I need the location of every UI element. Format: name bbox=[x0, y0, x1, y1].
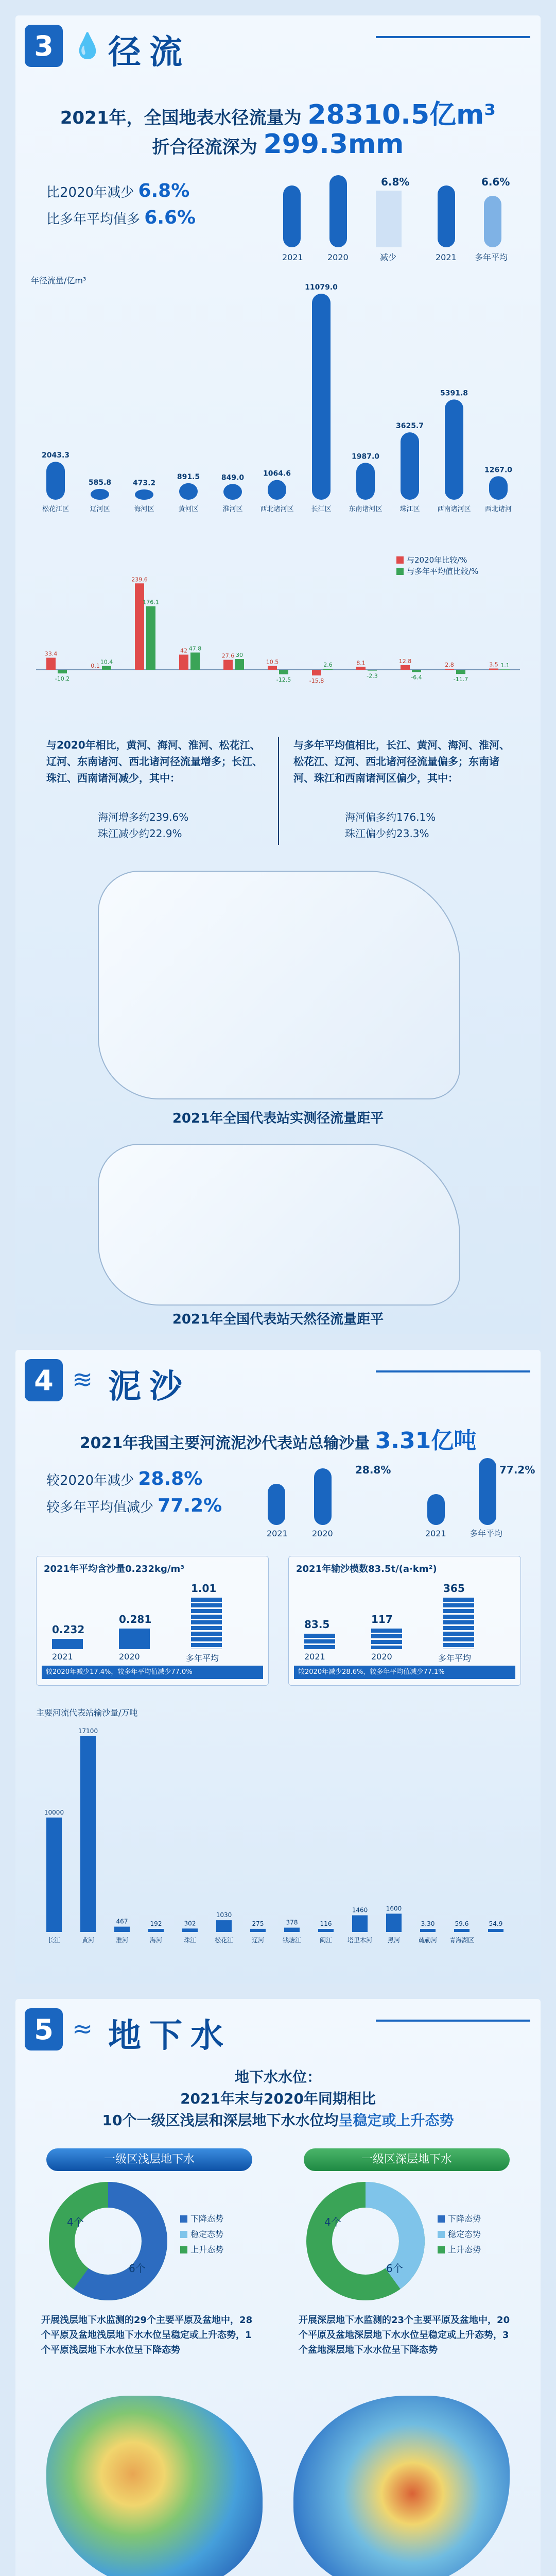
pct-value-label: 42 bbox=[180, 647, 187, 654]
runoff-note-left bbox=[98, 809, 252, 842]
mini-bar bbox=[283, 185, 301, 247]
mini-axis-label: 2021 bbox=[436, 252, 457, 262]
legend-label: 上升态势 bbox=[448, 2245, 481, 2255]
basin-bar bbox=[179, 483, 198, 500]
mini-axis-label: 多年平均 bbox=[475, 252, 508, 262]
pct-value-label: 12.8 bbox=[398, 658, 412, 665]
gw-head-3 bbox=[15, 2109, 541, 2130]
pct-bar bbox=[235, 659, 244, 670]
runoff-mini-chart bbox=[273, 170, 515, 263]
legend-label: 与2020年比较/% bbox=[407, 555, 467, 565]
mini-axis-label: 2021 bbox=[267, 1529, 288, 1538]
pct-value-label: -2.3 bbox=[367, 672, 378, 680]
mini-bar bbox=[314, 1468, 332, 1525]
donut-title-shallow: 一级区浅层地下水 bbox=[46, 2148, 252, 2171]
mini-bar bbox=[484, 196, 501, 247]
panel-title: 2021年输沙模数83.5t/(a·km²) bbox=[296, 1564, 437, 1574]
pct-value-label: -12.5 bbox=[276, 676, 291, 683]
runoff-headline-1 bbox=[15, 93, 541, 131]
basin-bar bbox=[356, 463, 375, 500]
river-bar bbox=[148, 1929, 164, 1932]
pct-bar bbox=[58, 670, 67, 673]
gw-text-shallow: 开展浅层地下水监测的29个主要平原及盆地中，28个平原及盆地浅层地下水水位呈稳定或上升态势，1个平原浅层地下水水位呈下降态势 bbox=[41, 2315, 253, 2355]
stat-bar bbox=[304, 1634, 335, 1649]
legend-swatch bbox=[180, 2231, 187, 2238]
note-line: 珠江偏少约23.3% bbox=[345, 827, 429, 840]
basin-runoff-chart bbox=[26, 273, 530, 551]
basin-value-label: 3625.7 bbox=[395, 422, 424, 431]
river-name-label: 松花江 bbox=[214, 1937, 234, 1944]
mini-axis-label: 2020 bbox=[327, 252, 349, 262]
runoff-compare-avg bbox=[46, 207, 196, 228]
note-line: 海河增多约239.6% bbox=[98, 811, 189, 823]
river-bar bbox=[80, 1736, 96, 1932]
pct-value-label: -10.2 bbox=[55, 675, 70, 683]
pct-bar bbox=[146, 606, 155, 670]
stat-bar bbox=[52, 1639, 83, 1649]
mini-pct-label: 28.8% bbox=[355, 1464, 391, 1476]
pct-bar bbox=[412, 670, 421, 672]
stat-value: 0.232 bbox=[52, 1623, 85, 1636]
pct-bar bbox=[368, 670, 377, 671]
river-name-label: 长江 bbox=[47, 1937, 61, 1944]
donut-count: 6个 bbox=[129, 2262, 146, 2275]
groundwater-icon: ≈ bbox=[72, 2014, 93, 2043]
section-title: 地下水 bbox=[108, 2017, 232, 2055]
chart-ylabel: 年径流量/亿m³ bbox=[31, 276, 86, 285]
pct-bar bbox=[102, 666, 111, 670]
pct-value-label: 2.8 bbox=[445, 662, 454, 669]
river-name-label: 闽江 bbox=[319, 1937, 333, 1944]
donut-count: 4个 bbox=[67, 2216, 84, 2228]
river-name-label: 黄河 bbox=[81, 1937, 95, 1944]
pct-value-label: 33.4 bbox=[44, 650, 58, 657]
pct-value-label: 1.1 bbox=[500, 662, 510, 669]
chart-ylabel: 主要河流代表站输沙量/万吨 bbox=[36, 1708, 138, 1718]
basin-value-label: 1987.0 bbox=[351, 452, 380, 461]
river-value-label: 3.30 bbox=[421, 1920, 435, 1927]
basin-bar bbox=[312, 294, 331, 500]
runoff-text-left: 与2020年相比，黄河、海河、淮河、松花江、辽河、东南诸河、西北诸河径流量增多；长江、珠江、西南诸河减少，其中： bbox=[46, 739, 263, 784]
headline-emphasis: 呈稳定或上升态势 bbox=[338, 2112, 454, 2129]
liaohe-map-b bbox=[293, 2396, 510, 2576]
river-value-label: 59.6 bbox=[455, 1920, 469, 1927]
legend-swatch bbox=[396, 568, 404, 575]
stat-bar bbox=[371, 1629, 402, 1649]
pct-bar bbox=[500, 669, 510, 670]
basin-name-label: 松花江区 bbox=[42, 505, 70, 513]
title-divider bbox=[376, 1370, 530, 1372]
river-value-label: 1030 bbox=[216, 1911, 232, 1919]
compare-text: 比2020年减少 bbox=[46, 185, 134, 200]
basin-bar bbox=[135, 489, 153, 500]
sediment-modulus-panel bbox=[288, 1556, 521, 1686]
basin-value-label: 11079.0 bbox=[305, 283, 338, 292]
legend-swatch bbox=[180, 2246, 187, 2253]
river-bar bbox=[318, 1929, 334, 1932]
river-bar bbox=[182, 1928, 198, 1932]
river-bar bbox=[250, 1929, 266, 1932]
river-bar bbox=[46, 1818, 62, 1932]
basin-bar bbox=[91, 489, 109, 500]
headline-number: 299.3mm bbox=[263, 129, 404, 160]
compare-number: 6.6% bbox=[144, 207, 196, 228]
headline-text: 折合径流深为 bbox=[152, 137, 257, 158]
pct-bar bbox=[268, 666, 277, 670]
basin-name-label: 珠江区 bbox=[399, 505, 420, 513]
mini-pct-label: 77.2% bbox=[499, 1464, 535, 1476]
china-map-natural bbox=[98, 1144, 460, 1306]
pct-value-label: 0.1 bbox=[91, 662, 100, 669]
stat-label: 多年平均 bbox=[186, 1653, 219, 1663]
pct-bar bbox=[312, 670, 321, 675]
legend-swatch bbox=[180, 2215, 187, 2223]
stat-bar bbox=[191, 1598, 222, 1649]
pct-bar bbox=[356, 667, 366, 670]
pct-value-label: 27.6 bbox=[221, 652, 235, 659]
sediment-icon: ≋ bbox=[72, 1365, 93, 1394]
basin-bar bbox=[223, 484, 242, 500]
stat-value: 365 bbox=[443, 1582, 465, 1595]
pct-bar bbox=[46, 658, 56, 670]
mini-pct-label: 6.8% bbox=[381, 176, 410, 188]
runoff-note-right bbox=[345, 809, 499, 842]
mini-bar bbox=[329, 175, 347, 247]
pct-bar bbox=[489, 669, 498, 670]
basin-bar bbox=[445, 399, 463, 500]
basin-name-label: 海河区 bbox=[134, 505, 154, 513]
china-map-measured bbox=[98, 871, 460, 1099]
compare-text: 较多年平均值减少 bbox=[46, 1500, 154, 1515]
river-value-label: 378 bbox=[286, 1919, 298, 1926]
legend-swatch bbox=[396, 556, 404, 564]
stat-label: 2020 bbox=[371, 1652, 392, 1662]
mini-bar bbox=[479, 1458, 496, 1525]
mini-axis-label: 2021 bbox=[282, 252, 303, 262]
pct-bar bbox=[179, 655, 188, 670]
pct-bar bbox=[190, 653, 200, 670]
mini-axis-label: 减少 bbox=[380, 252, 397, 262]
title-divider bbox=[376, 36, 530, 38]
basin-name-label: 辽河区 bbox=[90, 505, 110, 513]
basin-name-label: 西北诸河区 bbox=[260, 505, 294, 513]
map-caption: 2021年全国代表站天然径流量距平 bbox=[172, 1312, 384, 1327]
section-number-badge: 4 bbox=[25, 1359, 63, 1401]
river-value-label: 116 bbox=[320, 1920, 332, 1927]
compare-text: 比多年平均值多 bbox=[46, 212, 141, 227]
stat-label: 2021 bbox=[52, 1652, 73, 1662]
legend-swatch bbox=[438, 2246, 445, 2253]
river-bar bbox=[420, 1929, 436, 1932]
legend-label: 上升态势 bbox=[190, 2245, 224, 2255]
river-bar bbox=[488, 1929, 503, 1932]
headline-number: 3.31亿吨 bbox=[375, 1428, 477, 1454]
river-name-label: 黑河 bbox=[387, 1937, 401, 1944]
donut-title-deep: 一级区深层地下水 bbox=[304, 2148, 510, 2171]
note-line: 珠江减少约22.9% bbox=[98, 827, 182, 840]
title-divider bbox=[376, 2020, 530, 2022]
river-sediment-chart bbox=[31, 1705, 525, 1963]
basin-name-label: 黄河区 bbox=[178, 505, 199, 513]
pct-bar bbox=[323, 669, 333, 670]
runoff-section bbox=[15, 15, 541, 1334]
pct-value-label: 3.5 bbox=[489, 661, 498, 668]
text-divider bbox=[278, 737, 279, 845]
pct-value-label: 176.1 bbox=[143, 599, 159, 606]
mini-axis-label: 2021 bbox=[425, 1529, 446, 1538]
river-value-label: 54.9 bbox=[489, 1920, 503, 1927]
legend-swatch bbox=[438, 2215, 445, 2223]
compare-number: 77.2% bbox=[158, 1495, 222, 1516]
note-line: 海河偏多约176.1% bbox=[345, 811, 436, 823]
panel-title: 2021年平均含沙量0.232kg/m³ bbox=[44, 1564, 185, 1574]
sediment-section bbox=[15, 1350, 541, 1984]
river-name-label: 海河 bbox=[149, 1937, 163, 1944]
basin-name-label: 淮河区 bbox=[222, 505, 243, 513]
stat-value: 1.01 bbox=[191, 1582, 217, 1595]
sediment-mini-chart bbox=[257, 1453, 535, 1540]
river-value-label: 10000 bbox=[44, 1808, 64, 1816]
basin-value-label: 1064.6 bbox=[263, 469, 291, 478]
donut-chart-deep bbox=[304, 2179, 520, 2303]
river-value-label: 192 bbox=[150, 1920, 162, 1927]
sediment-headline bbox=[15, 1422, 541, 1455]
stat-label: 2021 bbox=[304, 1652, 325, 1662]
river-value-label: 275 bbox=[252, 1920, 264, 1927]
river-name-label: 淮河 bbox=[115, 1937, 129, 1944]
legend-swatch bbox=[438, 2231, 445, 2238]
compare-number: 6.8% bbox=[138, 180, 190, 201]
river-value-label: 1460 bbox=[352, 1906, 368, 1914]
pct-value-label: 2.6 bbox=[323, 662, 333, 669]
river-name-label: 疏勒河 bbox=[418, 1937, 438, 1944]
stat-bar bbox=[443, 1598, 474, 1649]
basin-bar bbox=[46, 462, 65, 500]
mini-bar bbox=[427, 1494, 445, 1525]
mini-axis-label: 2020 bbox=[312, 1529, 333, 1538]
basin-value-label: 1267.0 bbox=[484, 466, 513, 474]
pct-bar bbox=[279, 670, 288, 674]
mini-bar bbox=[438, 185, 455, 247]
basin-value-label: 5391.8 bbox=[440, 389, 468, 398]
headline-text: 10个一级区浅层和深层地下水水位均 bbox=[102, 2112, 339, 2129]
liaohe-map-a bbox=[46, 2396, 263, 2576]
stat-value: 117 bbox=[371, 1613, 393, 1625]
basin-value-label: 585.8 bbox=[88, 478, 112, 487]
section-title: 泥沙 bbox=[108, 1368, 190, 1406]
legend-label: 稳定态势 bbox=[448, 2229, 481, 2239]
basin-name-label: 东南诸河区 bbox=[349, 505, 383, 513]
sediment-compare-avg bbox=[46, 1495, 222, 1516]
river-bar bbox=[114, 1927, 130, 1932]
sediment-concentration-panel bbox=[36, 1556, 269, 1686]
basin-name-label: 西南诸河区 bbox=[437, 505, 471, 513]
pct-value-label: 8.1 bbox=[356, 659, 366, 667]
pct-value-label: 30 bbox=[236, 652, 243, 658]
river-bar bbox=[352, 1916, 368, 1932]
runoff-headline-2 bbox=[15, 129, 541, 160]
mini-pct-label: 6.6% bbox=[481, 176, 510, 188]
runoff-text-right: 与多年平均值相比，长江、黄河、海河、淮河、松花江、辽河、西北诸河径流量偏多；东南诸河、珠江和西南诸河区偏少，其中： bbox=[293, 739, 510, 784]
basin-value-label: 2043.3 bbox=[41, 451, 70, 460]
river-value-label: 302 bbox=[184, 1920, 196, 1927]
compare-text: 较2020年减少 bbox=[46, 1473, 134, 1488]
river-name-label: 珠江 bbox=[183, 1937, 197, 1944]
water-drop-icon: 💧 bbox=[72, 31, 103, 60]
basin-pct-chart bbox=[26, 551, 530, 726]
basin-value-label: 849.0 bbox=[221, 473, 245, 482]
pct-value-label: -11.7 bbox=[453, 676, 468, 683]
pct-bar bbox=[456, 670, 465, 674]
donut-chart-shallow bbox=[46, 2179, 263, 2303]
river-bar bbox=[216, 1920, 232, 1932]
basin-bar bbox=[401, 432, 419, 500]
river-value-label: 467 bbox=[116, 1918, 128, 1925]
pct-value-label: -15.8 bbox=[309, 677, 324, 685]
river-bar bbox=[386, 1913, 402, 1932]
section-number-badge: 5 bbox=[25, 2008, 63, 2050]
runoff-compare-2020 bbox=[46, 180, 189, 201]
stat-label: 多年平均 bbox=[438, 1653, 472, 1663]
pct-bar bbox=[223, 660, 233, 670]
mini-reduce-shape bbox=[376, 191, 402, 247]
stat-value: 0.281 bbox=[119, 1613, 152, 1625]
stat-value: 83.5 bbox=[304, 1618, 330, 1631]
river-name-label: 辽河 bbox=[251, 1937, 265, 1944]
gw-text-deep: 开展深层地下水监测的23个主要平原及盆地中，20个平原及盆地深层地下水水位呈稳定或上升态势，3个盆地深层地下水水位呈下降态势 bbox=[299, 2315, 510, 2355]
basin-name-label: 西北诸河 bbox=[484, 505, 512, 513]
pct-value-label: -6.4 bbox=[411, 674, 422, 681]
river-name-label: 钱塘江 bbox=[282, 1937, 302, 1944]
legend-label: 下降态势 bbox=[190, 2214, 224, 2224]
donut-count: 6个 bbox=[386, 2262, 403, 2275]
pct-bar bbox=[401, 665, 410, 670]
pct-value-label: 47.8 bbox=[188, 645, 202, 652]
panel-note: 较2020年减少28.6%，较多年平均值减少77.1% bbox=[294, 1666, 515, 1679]
basin-value-label: 473.2 bbox=[132, 479, 156, 487]
section-number-badge: 3 bbox=[25, 25, 63, 67]
stat-bar bbox=[119, 1629, 150, 1649]
pct-bar bbox=[135, 583, 144, 670]
donut-count: 4个 bbox=[324, 2216, 341, 2228]
map-caption: 2021年全国代表站实测径流量距平 bbox=[172, 1111, 384, 1126]
panel-note: 较2020年减少17.4%，较多年平均值减少77.0% bbox=[42, 1666, 263, 1679]
basin-bar bbox=[489, 476, 508, 500]
pct-value-label: 10.5 bbox=[266, 658, 279, 666]
river-value-label: 17100 bbox=[78, 1727, 98, 1735]
pct-value-label: 10.4 bbox=[100, 658, 113, 666]
pct-value-label: 239.6 bbox=[131, 576, 148, 583]
river-value-label: 1600 bbox=[386, 1905, 402, 1912]
river-name-label: 青海湖区 bbox=[449, 1937, 475, 1944]
river-name-label: 塔里木河 bbox=[347, 1937, 373, 1944]
gw-head-2: 2021年末与2020年同期相比 bbox=[180, 2090, 376, 2107]
sediment-compare-2020 bbox=[46, 1468, 202, 1489]
headline-text: 2021年我国主要河流泥沙代表站总输沙量 bbox=[79, 1434, 370, 1452]
groundwater-section bbox=[15, 1999, 541, 2576]
gw-head-1: 地下水水位： bbox=[234, 2069, 321, 2086]
river-bar bbox=[284, 1928, 300, 1932]
mini-bar bbox=[268, 1484, 285, 1525]
river-bar bbox=[454, 1929, 470, 1932]
section-title: 径流 bbox=[108, 33, 190, 72]
mini-axis-label: 多年平均 bbox=[470, 1529, 503, 1538]
basin-name-label: 长江区 bbox=[311, 505, 332, 513]
headline-number: 28310.5亿m³ bbox=[307, 99, 496, 130]
compare-number: 28.8% bbox=[138, 1468, 203, 1489]
pct-bar bbox=[445, 669, 454, 670]
legend-label: 稳定态势 bbox=[190, 2229, 224, 2239]
stat-label: 2020 bbox=[119, 1652, 140, 1662]
basin-bar bbox=[268, 480, 286, 500]
headline-text: 2021年，全国地表水径流量为 bbox=[60, 108, 302, 128]
basin-value-label: 891.5 bbox=[177, 472, 200, 481]
legend-label: 下降态势 bbox=[448, 2214, 481, 2224]
legend-label: 与多年平均值比较/% bbox=[407, 567, 479, 576]
